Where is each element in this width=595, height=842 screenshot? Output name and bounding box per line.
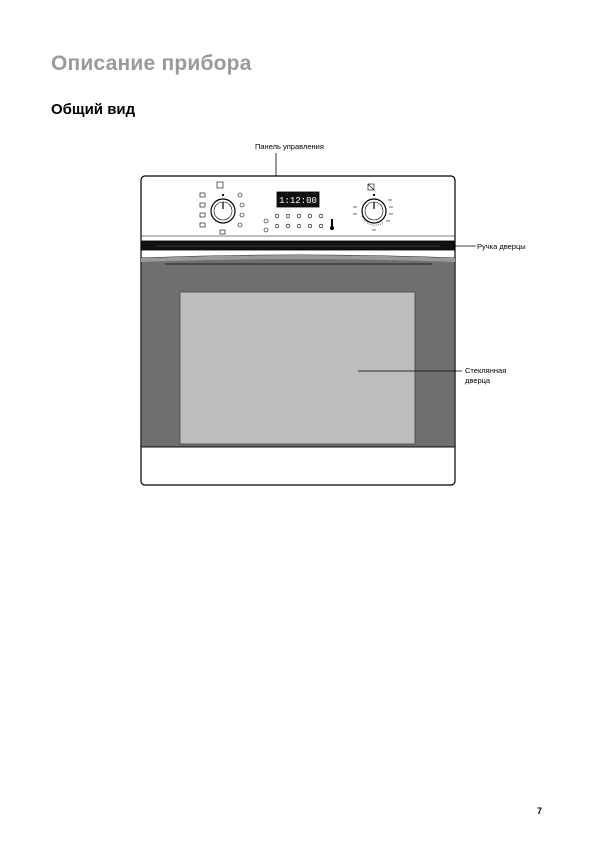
door-handle-label: Ручка дверцы xyxy=(477,242,526,251)
door-handle[interactable] xyxy=(141,241,455,250)
timer-display-text: 1:12:00 xyxy=(279,196,317,206)
subsection-title: Общий вид xyxy=(51,101,136,118)
glass-window xyxy=(180,292,415,444)
page-number: 7 xyxy=(537,806,543,816)
section-title: Описание прибора xyxy=(51,52,252,75)
function-selector-knob[interactable] xyxy=(211,199,235,223)
glass-door-label: Стеклянная дверца xyxy=(465,366,507,385)
control-panel-label: Панель управления xyxy=(255,142,324,151)
